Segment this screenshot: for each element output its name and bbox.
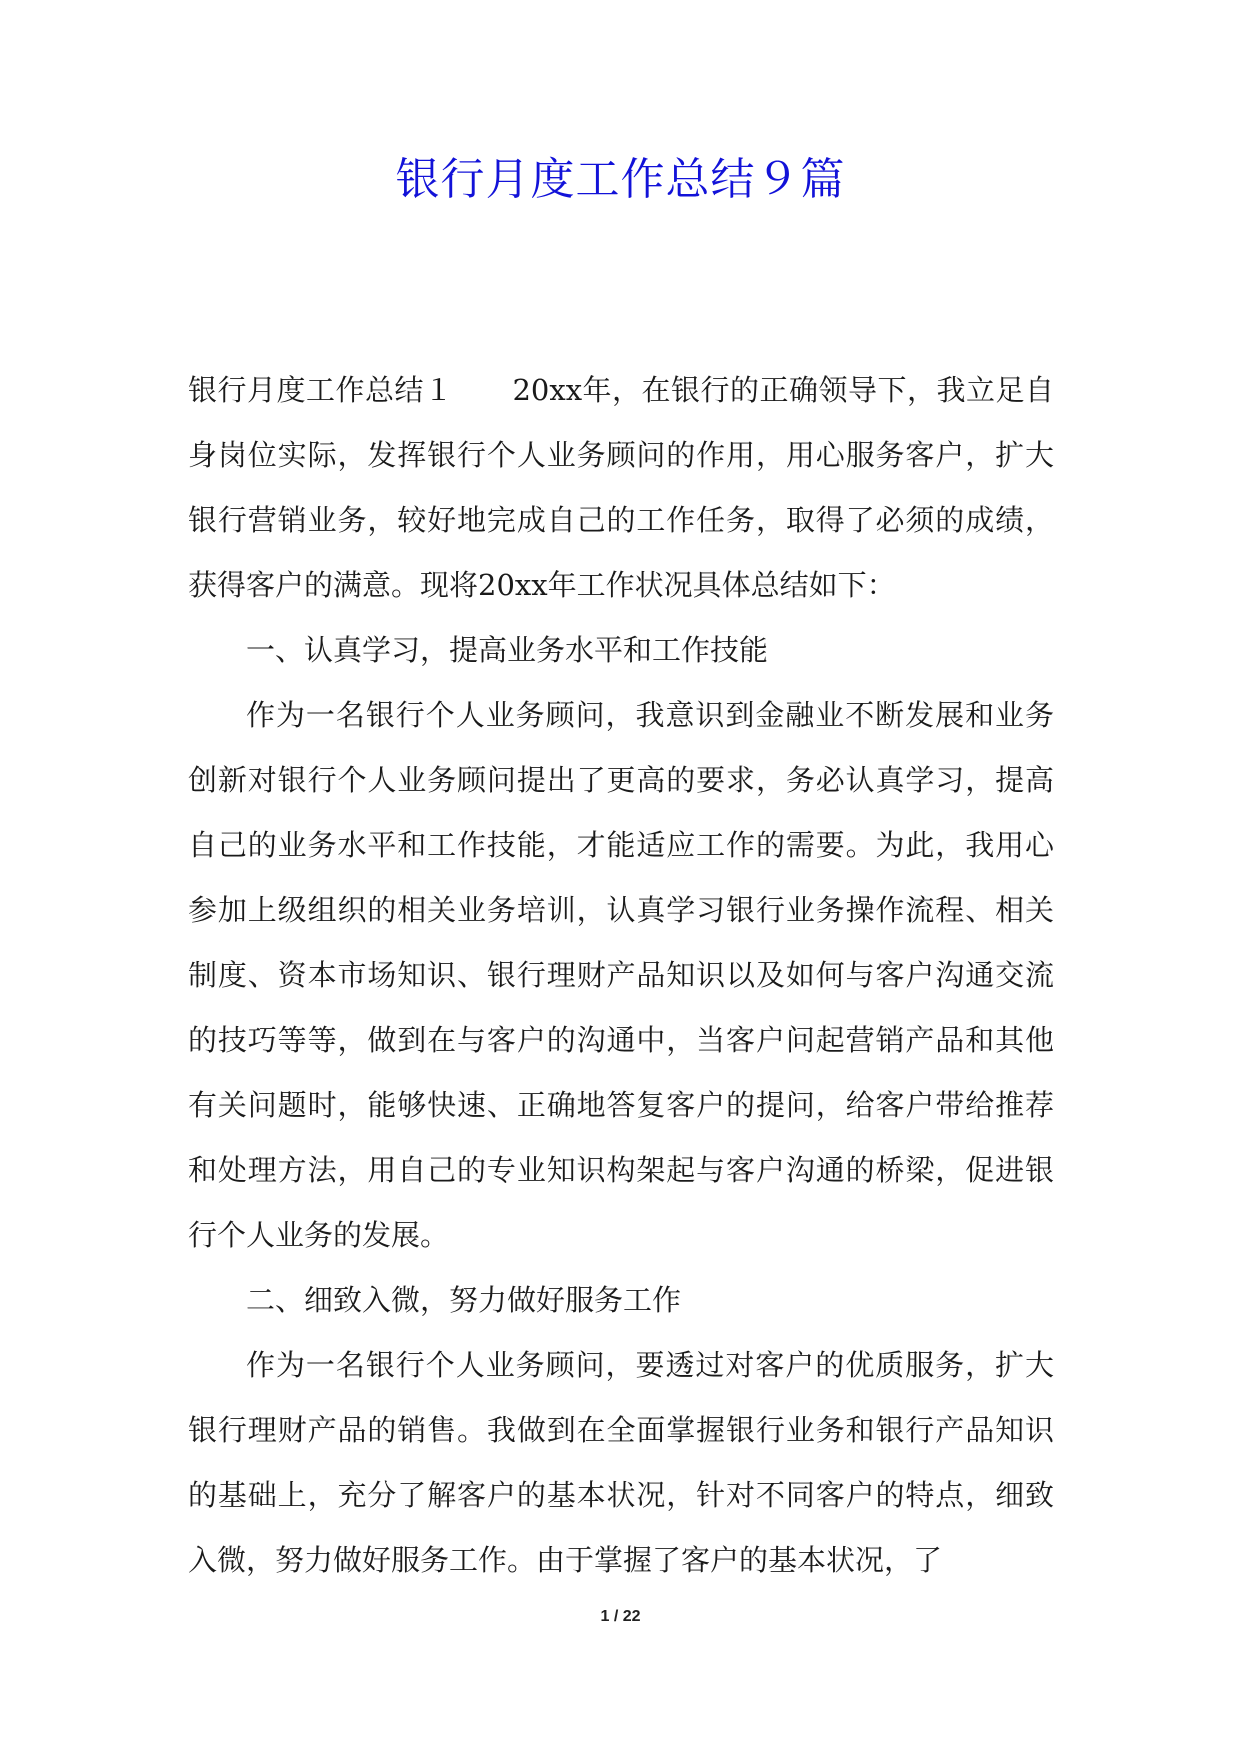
document-body (188, 358, 1054, 1593)
document-title: 银行月度工作总结９篇 (395, 154, 846, 205)
paragraph-intro: 银行月度工作总结１ 20xx年，在银行的正确领导下，我立足自身岗位实际，发挥银行个人业务顾问的作用，用心服务客户，扩大银行营销业务，较好地完成自己的工作任务，取得了必须的成绩，获得客户的满意。现将20xx年工作状况具体总结如下： (188, 373, 1054, 602)
paragraph-section-1: 作为一名银行个人业务顾问，我意识到金融业不断发展和业务创新对银行个人业务顾问提出了更高的要求，务必认真学习，提高自己的业务水平和工作技能，才能适应工作的需要。为此，我用心参加上级组织的相关业务培训，认真学习银行业务操作流程、相关制度、资本市场知识、银行理财产品知识以及如何与客户沟通交流的技巧等等，做到在与客户的沟通中，当客户问起营销产品和其他有关问题时，能够快速、正确地答复客户的提问，给客户带给推荐和处理方法，用自己的专业知识构架起与客户沟通的桥梁，促进银行个人业务的发展。 (188, 698, 1054, 1252)
paragraph-section-2: 作为一名银行个人业务顾问，要透过对客户的优质服务，扩大银行理财产品的销售。我做到在全面掌握银行业务和银行产品知识的基础上，充分了解客户的基本状况，针对不同客户的特点，细致入微，努力做好服务工作。由于掌握了客户的基本状况，了 (188, 1348, 1054, 1577)
page-number: 1 / 22 (600, 1608, 641, 1625)
section-heading-1: 一、认真学习，提高业务水平和工作技能 (246, 633, 769, 667)
section-heading-2: 二、细致入微，努力做好服务工作 (246, 1283, 682, 1317)
